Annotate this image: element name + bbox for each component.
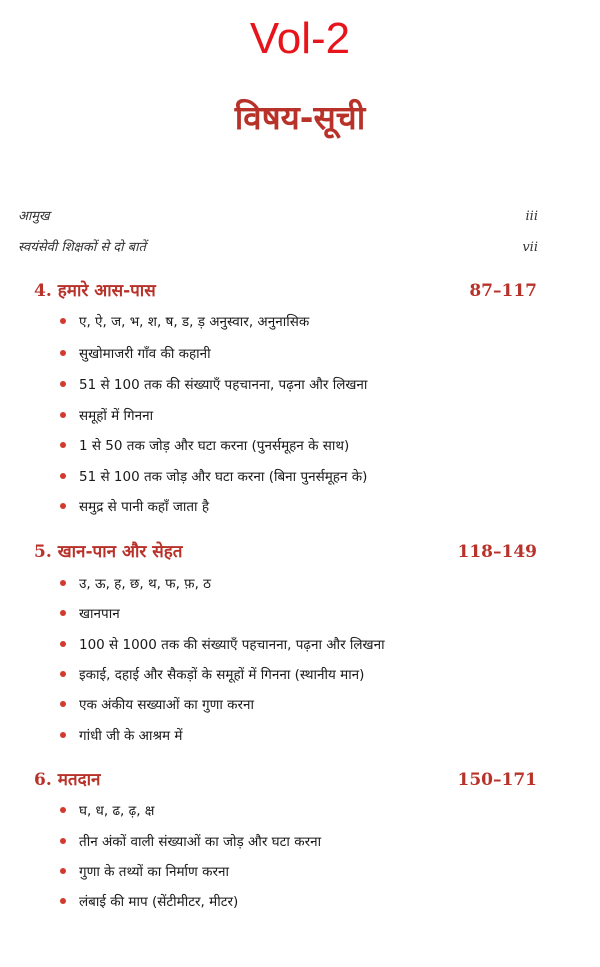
bullet-icon [60, 318, 66, 324]
bullet-icon [60, 580, 66, 586]
list-item: उ, ऊ, ह, छ, थ, फ, फ़, ठ [60, 574, 211, 594]
bullet-icon [60, 350, 66, 356]
chapter-title: मतदान [57, 770, 101, 790]
list-item: समुद्र से पानी कहाँ जाता है [60, 497, 209, 517]
front-matter-teachers-note[interactable] [18, 239, 538, 257]
bullet-icon [60, 381, 66, 387]
chapter-number: 4. [34, 281, 52, 301]
chapter-number: 6. [34, 770, 52, 790]
bullet-icon [60, 671, 66, 677]
front-matter-page: iii [525, 209, 538, 224]
front-matter-label: स्वयंसेवी शिक्षकों से दो बातें [18, 240, 146, 255]
list-item: 100 से 1000 तक की संख्याएँ पहचानना, पढ़ना और लिखना [60, 635, 385, 655]
volume-label: Vol-2 [249, 14, 351, 63]
bullet-icon [60, 701, 66, 707]
bullet-icon [60, 732, 66, 738]
list-item: 1 से 50 तक जोड़ और घटा करना (पुनर्समूहन के साथ) [60, 436, 349, 456]
bullet-icon [60, 442, 66, 448]
list-item: 51 से 100 तक जोड़ और घटा करना (बिना पुनर्समूहन के) [60, 467, 367, 487]
front-matter-preface[interactable] [18, 208, 538, 226]
bullet-icon [60, 838, 66, 844]
chapter-title: हमारे आस-पास [57, 281, 156, 301]
chapter-pages: 118–149 [457, 542, 537, 562]
bullet-icon [60, 610, 66, 616]
list-item: 51 से 100 तक की संख्याएँ पहचानना, पढ़ना और लिखना [60, 375, 367, 395]
bullet-icon [60, 503, 66, 509]
bullet-icon [60, 473, 66, 479]
chapter-4-heading[interactable] [34, 279, 537, 303]
bullet-icon [60, 898, 66, 904]
list-item: घ, ध, ढ, ढ़, क्ष [60, 801, 155, 821]
front-matter-label: आमुख [18, 209, 50, 224]
list-item: खानपान [60, 604, 120, 624]
list-item: गुणा के तथ्यों का निर्माण करना [60, 862, 229, 882]
list-item: समूहों में गिनना [60, 406, 153, 426]
page-title: विषय-सूची [234, 98, 366, 137]
list-item: लंबाई की माप (सेंटीमीटर, मीटर) [60, 892, 238, 912]
list-item: सुखोमाजरी गाँव की कहानी [60, 344, 211, 364]
list-item: तीन अंकों वाली संख्याओं का जोड़ और घटा करना [60, 832, 321, 852]
list-item: एक अंकीय सख्याओं का गुणा करना [60, 695, 254, 715]
chapter-5-heading[interactable] [34, 540, 537, 564]
chapter-pages: 150–171 [457, 770, 537, 790]
bullet-icon [60, 412, 66, 418]
front-matter-page: vii [522, 240, 538, 255]
list-item: ए, ऐ, ज, भ, श, ष, ड, ड़ अनुस्वार, अनुनासिक [60, 312, 309, 332]
chapter-number: 5. [34, 542, 52, 562]
bullet-icon [60, 807, 66, 813]
chapter-title: खान-पान और सेहत [57, 542, 183, 562]
list-item: इकाई, दहाई और सैकड़ों के समूहों में गिनना (स्थानीय मान) [60, 665, 364, 685]
chapter-pages: 87–117 [469, 281, 537, 301]
bullet-icon [60, 641, 66, 647]
bullet-icon [60, 868, 66, 874]
chapter-6-heading[interactable] [34, 768, 537, 792]
list-item: गांधी जी के आश्रम में [60, 726, 182, 746]
